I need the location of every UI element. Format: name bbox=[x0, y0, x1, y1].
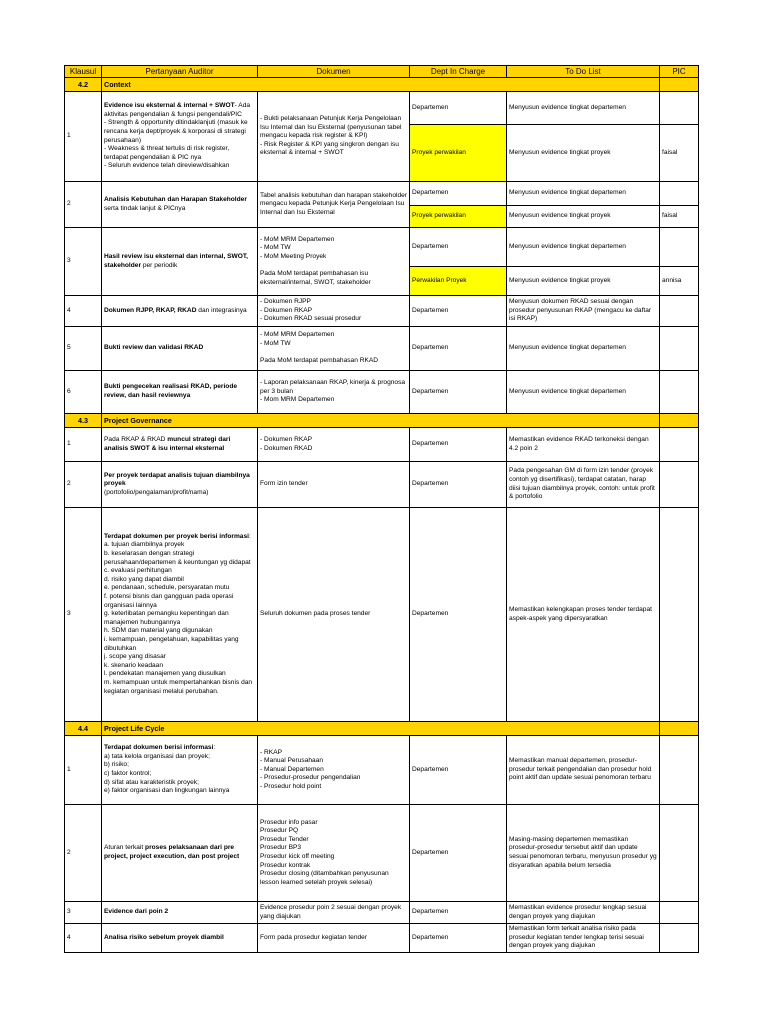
document-cell: Seluruh dokumen pada proses tender bbox=[258, 508, 410, 722]
question-bold: muncul strategi dari analisis SWOT & isu internal eksternal bbox=[104, 435, 233, 452]
pic-cell: faisal bbox=[660, 206, 699, 228]
pic-cell bbox=[660, 327, 699, 371]
audit-checklist-table bbox=[64, 65, 699, 953]
row-number: 1 bbox=[65, 428, 102, 462]
todo-cell: Memastikan form terkait analisa risiko pada prosedur kegiatan tender lengkap terisi sesuai dengan proyek yang diajukan bbox=[507, 924, 660, 953]
pic-cell bbox=[660, 228, 699, 267]
section-title: Project Governance bbox=[102, 414, 660, 428]
dept-cell: Departemen bbox=[410, 182, 507, 206]
header-row bbox=[65, 66, 699, 78]
pic-cell bbox=[660, 462, 699, 508]
table-row bbox=[65, 736, 699, 805]
document-cell: Prosedur info pasar Prosedur PQ Prosedur Tender Prosedur BP3 Prosedur kick off meeting Prosedur kontrak Prosedur closing (ditambahkan penyusunan lesson learned setelah proyek selesai) bbox=[258, 805, 410, 902]
table-row bbox=[65, 371, 699, 414]
section-row bbox=[65, 414, 699, 428]
dept-cell: Departemen bbox=[410, 92, 507, 125]
section-row bbox=[65, 722, 699, 736]
pic-cell: faisal bbox=[660, 125, 699, 182]
header-pertanyaan: Pertanyaan Auditor bbox=[102, 66, 258, 78]
table-row bbox=[65, 327, 699, 371]
dept-cell: Departemen bbox=[410, 296, 507, 327]
question-cell bbox=[102, 92, 258, 182]
section-number: 4.4 bbox=[65, 722, 102, 736]
section-pic bbox=[660, 414, 699, 428]
todo-cell: Menyusun evidence tingkat departemen bbox=[507, 92, 660, 125]
dept-cell: Perwakilan Proyek bbox=[410, 267, 507, 296]
question-text: Pada RKAP & RKAD bbox=[104, 435, 168, 443]
pic-cell bbox=[660, 736, 699, 805]
pic-cell bbox=[660, 296, 699, 327]
row-number: 3 bbox=[65, 508, 102, 722]
table-row bbox=[65, 182, 699, 206]
row-number: 1 bbox=[65, 92, 102, 182]
todo-cell: Memastikan evidence RKAD terkoneksi dengan 4.2 poin 2 bbox=[507, 428, 660, 462]
dept-cell: Departemen bbox=[410, 508, 507, 722]
question-bold: Per proyek terdapat analisis tujuan diambilnya proyek bbox=[104, 471, 252, 488]
dept-cell: Departemen bbox=[410, 327, 507, 371]
todo-cell: Menyusun evidence tingkat departemen bbox=[507, 371, 660, 414]
question-bold: Bukti pengecekan realisasi RKAD, periode review, dan hasil reviewnya bbox=[104, 383, 239, 399]
row-number: 6 bbox=[65, 371, 102, 414]
question-bold: Analisis Kebutuhan dan Harapan Stakeholder bbox=[104, 195, 247, 203]
pic-cell bbox=[660, 182, 699, 206]
dept-cell: Departemen bbox=[410, 462, 507, 508]
question-cell bbox=[102, 462, 258, 508]
row-number: 2 bbox=[65, 462, 102, 508]
pic-cell bbox=[660, 92, 699, 125]
question-cell bbox=[102, 228, 258, 296]
question-text: per periodik bbox=[141, 261, 178, 269]
dept-cell: Departemen bbox=[410, 902, 507, 924]
question-text: (portofolio/pengalaman/profit/nama) bbox=[104, 488, 209, 496]
pic-cell bbox=[660, 508, 699, 722]
question-cell bbox=[102, 428, 258, 462]
todo-cell: Memastikan kelengkapan proses tender terdapat aspek-aspek yang dipersyaratkan bbox=[507, 508, 660, 722]
table-row bbox=[65, 296, 699, 327]
todo-cell: Menyusun evidence tingkat departemen bbox=[507, 228, 660, 267]
document-cell: - Dokumen RKAP - Dokumen RKAD bbox=[258, 428, 410, 462]
document-cell: - MoM MRM Departemen - MoM TW - MoM Meeting Proyek Pada MoM terdapat pembahasan isu eksternal/internal, SWOT, stakeholder bbox=[258, 228, 410, 296]
section-row bbox=[65, 78, 699, 92]
question-cell bbox=[102, 327, 258, 371]
table-row bbox=[65, 228, 699, 267]
dept-cell: Departemen bbox=[410, 428, 507, 462]
section-number: 4.3 bbox=[65, 414, 102, 428]
document-cell: Form pada prosedur kegiatan tender bbox=[258, 924, 410, 953]
document-cell: - RKAP - Manual Perusahaan - Manual Departemen - Prosedur-prosedur pengendalian - Prosedur hold point bbox=[258, 736, 410, 805]
header-klausul: Klausul bbox=[65, 66, 102, 78]
dept-cell: Departemen bbox=[410, 924, 507, 953]
question-cell bbox=[102, 805, 258, 902]
pic-cell bbox=[660, 371, 699, 414]
pic-cell bbox=[660, 805, 699, 902]
dept-cell: Departemen bbox=[410, 371, 507, 414]
table-row bbox=[65, 92, 699, 125]
question-bold: Terdapat dokumen per proyek berisi informasi bbox=[104, 532, 249, 540]
header-todo: To Do List bbox=[507, 66, 660, 78]
todo-cell: Menyusun dokumen RKAD sesuai dengan prosedur penyusunan RKAP (mengacu ke daftar isi RKAP) bbox=[507, 296, 660, 327]
question-bold: Hasil review isu eksternal dan internal, SWOT, stakeholder bbox=[104, 252, 250, 269]
section-number: 4.2 bbox=[65, 78, 102, 92]
table-row bbox=[65, 924, 699, 953]
todo-cell: Menyusun evidence tingkat proyek bbox=[507, 206, 660, 228]
todo-cell: Memastikan manual departemen, prosedur-prosedur terkait pengendalian dan prosedur hold point aktif dan update sesuai penomoran terbaru bbox=[507, 736, 660, 805]
question-bold: Terdapat dokumen berisi informasi bbox=[104, 744, 214, 752]
todo-cell: Menyusun evidence tingkat proyek bbox=[507, 267, 660, 296]
question-bold: Evidence dari poin 2 bbox=[104, 908, 169, 916]
section-title: Context bbox=[102, 78, 660, 92]
row-number: 3 bbox=[65, 902, 102, 924]
document-cell: Evidence prosedur poin 2 sesuai dengan proyek yang diajukan bbox=[258, 902, 410, 924]
row-number: 2 bbox=[65, 182, 102, 228]
row-number: 4 bbox=[65, 924, 102, 953]
todo-cell: Masing-masing departemen memastikan prosedur-prosedur tersebut aktif dan update sesuai penomoran terbaru, menyusun prosedur yg disyaratkan apabila belum tersedia bbox=[507, 805, 660, 902]
row-number: 4 bbox=[65, 296, 102, 327]
table-row bbox=[65, 462, 699, 508]
question-bold: Evidence isu eksternal & internal + SWOT bbox=[104, 102, 235, 110]
todo-cell: Memastikan evidence prosedur lengkap sesuai dengan proyek yang diajukan bbox=[507, 902, 660, 924]
table-row bbox=[65, 902, 699, 924]
row-number: 3 bbox=[65, 228, 102, 296]
question-cell bbox=[102, 508, 258, 722]
document-cell: - Laporan pelaksanaan RKAP, kinerja & prognosa per 3 bulan - Mom MRM Departemen bbox=[258, 371, 410, 414]
question-cell bbox=[102, 924, 258, 953]
section-pic bbox=[660, 722, 699, 736]
table-row bbox=[65, 805, 699, 902]
dept-cell: Departemen bbox=[410, 805, 507, 902]
document-cell: Form izin tender bbox=[258, 462, 410, 508]
todo-cell: Menyusun evidence tingkat proyek bbox=[507, 125, 660, 182]
pic-cell bbox=[660, 428, 699, 462]
question-cell bbox=[102, 371, 258, 414]
question-bold: proses pelaksanaan dari pre project, project execution, dan post project bbox=[104, 844, 240, 860]
question-cell bbox=[102, 296, 258, 327]
document-cell: - MoM MRM Departemen - MoM TW Pada MoM terdapat pembahasan RKAD bbox=[258, 327, 410, 371]
todo-cell: Menyusun evidence tingkat departemen bbox=[507, 327, 660, 371]
header-dept: Dept In Charge bbox=[410, 66, 507, 78]
question-text: Aturan terkait bbox=[104, 844, 146, 852]
pic-cell bbox=[660, 924, 699, 953]
question-cell bbox=[102, 736, 258, 805]
document-cell: - Dokumen RJPP - Dokumen RKAP - Dokumen RKAD sesuai prosedur bbox=[258, 296, 410, 327]
todo-cell: Pada pengesahan GM di form izin tender (proyek contoh yg disertifikasi), terdapat catatan, harap diisi tujuan diambilnya proyek, contoh: untuk profit & portofolio bbox=[507, 462, 660, 508]
question-bold: Analisa risiko sebelum proyek diambil bbox=[104, 933, 224, 941]
row-number: 2 bbox=[65, 805, 102, 902]
question-cell bbox=[102, 902, 258, 924]
table-row bbox=[65, 428, 699, 462]
question-text: - Ada aktivitas pengendalian & fungsi pengendali/PIC - Strength & opportunity ditindaklanjuti (masuk ke rencana kerja dept/proyek & korporasi di strategi perusahaan) - Weakness & threat tertulis di risk register, terdapat pengendalian & PIC nya - Seluruh evidence telah direview/disahkan bbox=[104, 102, 251, 170]
pic-cell: annisa bbox=[660, 267, 699, 296]
question-text: dan integrasinya bbox=[196, 306, 247, 314]
header-pic: PIC bbox=[660, 66, 699, 78]
header-dokumen: Dokumen bbox=[258, 66, 410, 78]
question-text: : a. tujuan diambilnya proyek b. keselarasan dengan strategi perusahaan/departemen & keuntungan yg didapat c. evaluasi perhitungan d. risiko yang dapat diambil e. pendanaan, schedule, persyaratan mutu f. potensi bisnis dan gangguan pada operasi organisasi lainnya g. keterlibatan pemangku kepentingan dan manajemen hubungannya h. SDM dan material yang digunakan i. kemampuan, pengetahuan, kapabilitas yang dibutuhkan j. scope yang disasar k. skenario keadaan l. pendekatan manajemen yang diusulkan m. kemampuan untuk mempertahankan bisnis dan kegiatan organisasi melalui perubahan. bbox=[104, 532, 253, 695]
row-number: 5 bbox=[65, 327, 102, 371]
question-bold: Dokumen RJPP, RKAP, RKAD bbox=[104, 306, 197, 314]
question-cell bbox=[102, 182, 258, 228]
row-number: 1 bbox=[65, 736, 102, 805]
document-cell: Tabel analisis kebutuhan dan harapan stakeholder mengacu kepada Petunjuk Kerja Pengelolaan Isu Internal dan Isu Eksternal bbox=[258, 182, 410, 228]
question-bold: Bukti review dan validasi RKAD bbox=[104, 344, 204, 352]
pic-cell bbox=[660, 902, 699, 924]
question-text: serta tindak lanjut & PICnya bbox=[104, 195, 249, 212]
document-cell: - Bukti pelaksanaan Petunjuk Kerja Pengelolaan Isu Internal dan Isu Eksternal (penyusunan tabel mengacu kepada risk register & KPI) - Risk Register & KPI yang singkron dengan isu eksternal & internal + SWOT bbox=[258, 92, 410, 182]
question-text: : a) tata kelola organisasi dan proyek; b) risiko; c) faktor kontrol; d) sifat atau karakteristik proyek; e) faktor organisasi dan lingkungan lainnya bbox=[104, 744, 230, 795]
table-row bbox=[65, 508, 699, 722]
dept-cell: Proyek perwakilan bbox=[410, 125, 507, 182]
dept-cell: Departemen bbox=[410, 736, 507, 805]
dept-cell: Departemen bbox=[410, 228, 507, 267]
section-pic bbox=[660, 78, 699, 92]
todo-cell: Menyusun evidence tingkat departemen bbox=[507, 182, 660, 206]
section-title: Project Life Cycle bbox=[102, 722, 660, 736]
dept-cell: Proyek perwakilan bbox=[410, 206, 507, 228]
